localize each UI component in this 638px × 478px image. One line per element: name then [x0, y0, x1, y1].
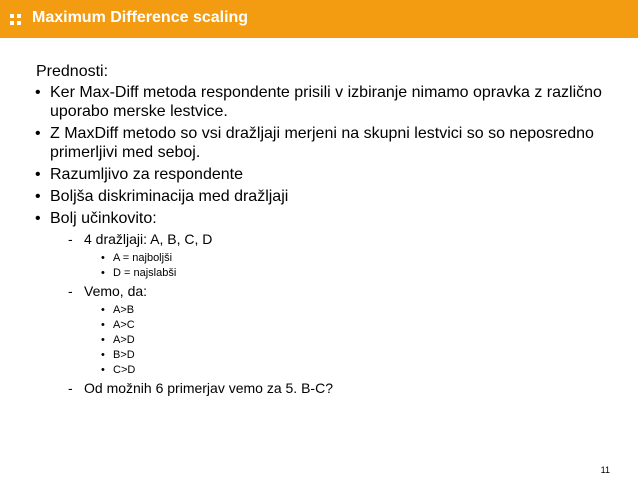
sub-item-text: Od možnih 6 primerjav vemo za 5. B-C?	[84, 380, 333, 396]
sub-sub-item: • D = najslabši	[101, 266, 616, 280]
sub-sub-item: • A>B	[101, 303, 616, 317]
bullet-item	[36, 187, 616, 206]
bullet-list	[36, 83, 616, 397]
sub-sub-list	[84, 303, 616, 377]
bullet-text: Boljša diskriminacija med dražljaji	[50, 188, 289, 205]
sub-sub-item: • A>D	[101, 333, 616, 347]
bullet-text: Razumljivo za respondente	[50, 166, 243, 183]
sub-sub-list	[84, 251, 616, 280]
sub-sub-item: • A = najboljši	[101, 251, 616, 265]
sub-item	[68, 231, 616, 280]
bullet-item	[36, 209, 616, 397]
bullet-item	[36, 124, 616, 162]
grid-dots-icon	[10, 14, 22, 26]
sub-sub-item: • C>D	[101, 363, 616, 377]
bullet-item	[36, 165, 616, 184]
sub-item-text: Vemo, da:	[84, 283, 148, 299]
bullet-text: Ker Max-Diff metoda respondente prisili v izbiranje nimamo opravka z različno uporabo merske lestvice.	[50, 84, 602, 120]
bullet-item	[36, 83, 616, 121]
sub-item	[68, 380, 616, 397]
sub-item	[68, 283, 616, 377]
slide-title: Maximum Difference scaling	[32, 9, 249, 26]
slide-content	[36, 62, 616, 400]
intro-text: Prednosti:	[36, 63, 109, 80]
sub-list	[50, 231, 616, 397]
sub-sub-item: • A>C	[101, 318, 616, 332]
sub-sub-item: • B>D	[101, 348, 616, 362]
sub-item-text: 4 dražljaji: A, B, C, D	[84, 231, 213, 247]
slide-header	[0, 0, 638, 38]
page-number: 11	[600, 465, 610, 475]
bullet-text: Z MaxDiff metodo so vsi dražljaji merjeni na skupni lestvici so so neposredno primerljivi med seboj.	[50, 125, 594, 161]
bullet-text: Bolj učinkovito:	[50, 210, 157, 227]
